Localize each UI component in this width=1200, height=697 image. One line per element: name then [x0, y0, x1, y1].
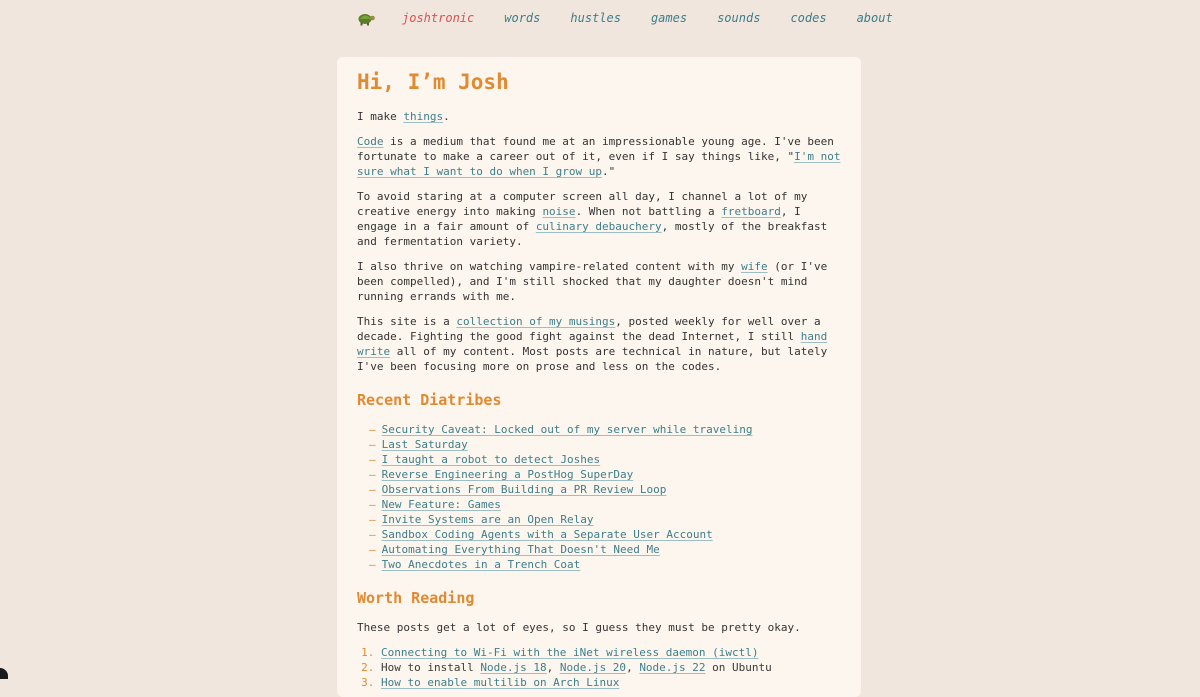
nav-item-words[interactable]: words — [504, 11, 541, 25]
worth-heading: Worth Reading — [357, 589, 475, 607]
list-item: 2. How to install Node.js 18, Node.js 20, Node.js 22 on Ubuntu — [381, 660, 845, 675]
page-title: Hi, I’m Josh — [357, 70, 509, 94]
musings-link[interactable]: collection of my musings — [456, 315, 616, 328]
node18-link[interactable]: Node.js 18 — [480, 661, 547, 674]
noise-link[interactable]: noise — [542, 205, 576, 218]
post-link[interactable]: Two Anecdotes in a Trench Coat — [381, 558, 581, 571]
post-link[interactable]: New Feature: Games — [381, 498, 501, 511]
nav-brand-link[interactable]: joshtronic — [402, 11, 475, 25]
intro-paragraph-5: This site is a collection of my musings, posted weekly for well over a decade. Fighting the good fight against the dead Internet, I still hand write all of my content. Most posts are technical in nature, but lately I've been focusing more on prose and less on the codes. — [357, 315, 828, 373]
culinary-link[interactable]: culinary debauchery — [535, 220, 662, 233]
list-item: – Two Anecdotes in a Trench Coat — [369, 558, 581, 571]
post-link[interactable]: Last Saturday — [381, 438, 468, 451]
top-nav — [356, 0, 893, 36]
list-item: – I taught a robot to detect Joshes — [369, 453, 601, 466]
things-link[interactable]: things — [403, 110, 444, 123]
list-item — [381, 645, 845, 660]
list-item: – Sandbox Coding Agents with a Separate User Account — [369, 528, 713, 541]
intro-paragraph-1: I make things. — [357, 110, 450, 123]
node22-link[interactable]: Node.js 22 — [639, 661, 706, 674]
node20-link[interactable]: Node.js 20 — [559, 661, 627, 674]
list-item: – New Feature: Games — [369, 498, 501, 511]
nav-item-games[interactable]: games — [650, 11, 688, 25]
content-card — [337, 57, 861, 697]
intro-paragraph-4: I also thrive on watching vampire-related content with my wife (or I've been compelled), and I'm still shocked that my daughter doesn't mind running errands with me. — [357, 260, 828, 303]
fretboard-link[interactable]: fretboard — [721, 205, 781, 218]
turtle-icon[interactable] — [356, 8, 376, 28]
list-item: – Observations From Building a PR Review Loop — [369, 483, 667, 496]
nav-item-sounds[interactable]: sounds — [717, 11, 761, 25]
nav-item-hustles[interactable]: hustles — [570, 11, 621, 25]
list-item: – Invite Systems are an Open Relay — [369, 513, 594, 526]
nav-item-about[interactable]: about — [856, 11, 893, 25]
list-item: – Reverse Engineering a PostHog SuperDay — [369, 468, 634, 481]
post-link[interactable]: I taught a robot to detect Joshes — [381, 453, 601, 466]
intro-paragraph-3: To avoid staring at a computer screen all day, I channel a lot of my creative energy into making noise. When not battling a fretboard, I engage in a fair amount of culinary debauchery, mostly of the breakfast and fermentation variety. — [357, 190, 828, 248]
list-item: – Automating Everything That Doesn't Need Me — [369, 543, 660, 556]
wife-link[interactable]: wife — [741, 260, 768, 273]
intro-paragraph-2: Code is a medium that found me at an impressionable young age. I've been fortunate to make a career out of it, even if I say things like, "I'm not sure what I want to do when I grow up." — [357, 135, 841, 178]
post-link[interactable]: Automating Everything That Doesn't Need Me — [381, 543, 660, 556]
post-link[interactable]: Sandbox Coding Agents with a Separate User Account — [381, 528, 713, 541]
worth-intro: These posts get a lot of eyes, so I guess they must be pretty okay. — [357, 621, 801, 634]
post-link[interactable]: Connecting to Wi-Fi with the iNet wireless daemon (iwctl) — [381, 646, 759, 659]
list-item — [381, 675, 845, 690]
worth-reading-list — [357, 645, 845, 690]
hand-write-link[interactable]: hand write — [357, 330, 828, 358]
list-item: – Last Saturday — [369, 438, 468, 451]
grow-up-link[interactable]: I'm not sure what I want to do when I grow up — [357, 150, 841, 178]
post-link[interactable]: Security Caveat: Locked out of my server while traveling — [381, 423, 753, 436]
post-link[interactable]: How to enable multilib on Arch Linux — [381, 676, 620, 689]
list-item: – Security Caveat: Locked out of my server while traveling — [369, 423, 753, 436]
nav-item-codes[interactable]: codes — [790, 11, 827, 25]
window-corner — [0, 668, 8, 679]
code-link[interactable]: Code — [357, 135, 384, 148]
post-link[interactable]: Observations From Building a PR Review Loop — [381, 483, 667, 496]
post-link[interactable]: Reverse Engineering a PostHog SuperDay — [381, 468, 634, 481]
recent-posts-list — [357, 422, 845, 572]
post-link[interactable]: Invite Systems are an Open Relay — [381, 513, 594, 526]
recent-heading: Recent Diatribes — [357, 391, 502, 409]
